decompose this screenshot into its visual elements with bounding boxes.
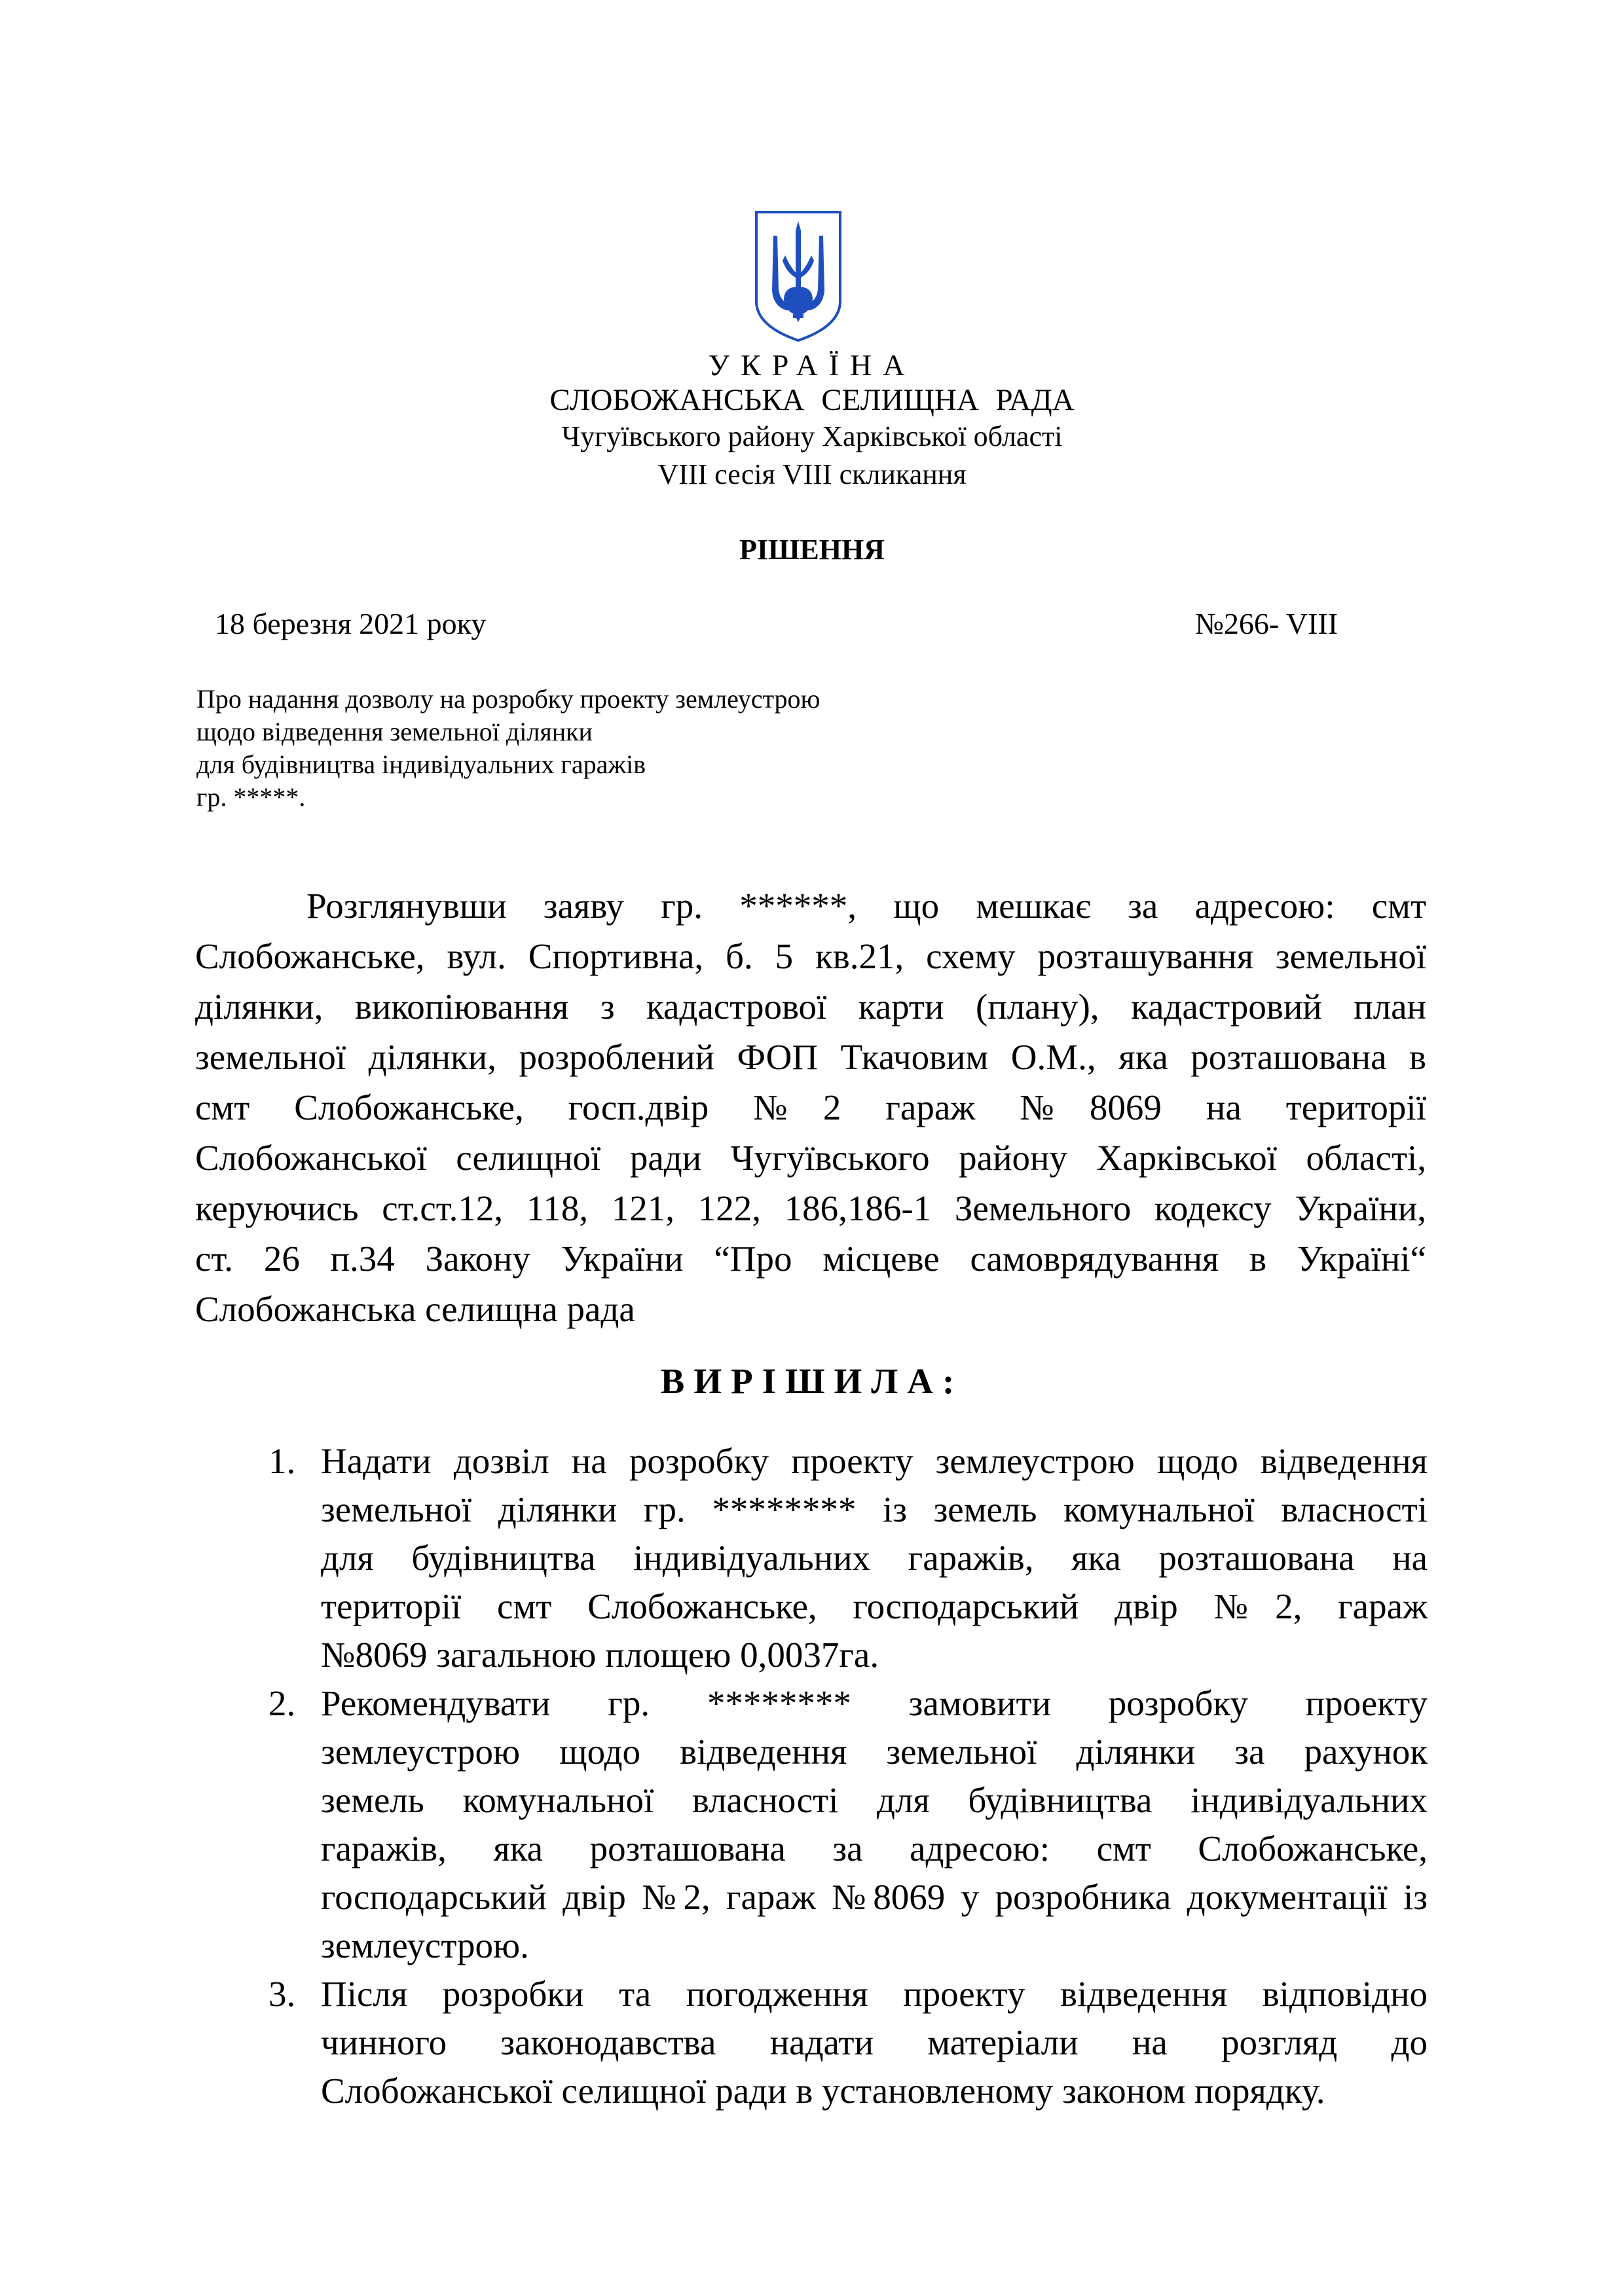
item-line: Надати дозвіл на розробку проекту землеустрою щодо відведення [321, 1441, 1428, 1481]
session-name: VIII сесія VIII скликання [657, 458, 967, 490]
item-line: території смт Слобожанське, господарський двір №2, гараж [321, 1586, 1428, 1626]
item-line: землеустрою. [321, 1925, 529, 1965]
item-number: 1. [268, 1441, 296, 1481]
item-line: земельної ділянки гр. ******** із земель комунальної власності [321, 1489, 1428, 1529]
item-line: чинного законодавства надати матеріали на розгляд до [321, 2022, 1428, 2062]
preamble-line: смт Слобожанське, госп.двір №2 гараж №8069 на території [195, 1087, 1426, 1127]
item-line: господарський двір №2, гараж №8069 у розробника документації із [321, 1877, 1428, 1917]
subject-line: гр. *****. [196, 782, 306, 812]
item-line: №8069 загальною площею 0,0037га. [321, 1635, 879, 1675]
document-title: РІШЕННЯ [739, 534, 885, 566]
decision-subject [196, 683, 820, 814]
subject-line: для будівництва індивідуальних гаражів [196, 750, 646, 779]
item-line: Після розробки та погодження проекту відведення відповідно [321, 1974, 1428, 2014]
resolution-items [268, 1437, 1428, 2115]
resolution-item [268, 1970, 1428, 2115]
decision-number: №266- VIII [1195, 607, 1338, 640]
item-line: гаражів, яка розташована за адресою: смт Слобожанське, [321, 1829, 1428, 1868]
preamble-line: Слобожанське, вул. Спортивна, б. 5 кв.21, схему розташування земельної [195, 936, 1426, 976]
preamble-line: ст. 26 п.34 Закону України “Про місцеве самоврядування в Україні“ [195, 1239, 1426, 1279]
preamble-line: Слобожанська селищна рада [195, 1289, 635, 1329]
resolution-item [268, 1679, 1428, 1970]
preamble-line: земельної ділянки, розроблений ФОП Ткачовим О.М., яка розташована в [195, 1037, 1426, 1077]
preamble-paragraph [195, 881, 1426, 1334]
resolved-heading: ВИРІШИЛА: [660, 1361, 964, 1401]
item-line: земель комунальної власності для будівництва індивідуальних [321, 1780, 1428, 1820]
item-line: для будівництва індивідуальних гаражів, яка розташована на [321, 1538, 1428, 1578]
item-line: Слобожанської селищної ради в установленому законом порядку. [321, 2071, 1325, 2111]
item-number: 2. [268, 1683, 296, 1723]
preamble-line: Розглянувши заяву гр. ******, що мешкає за адресою: смт [306, 886, 1426, 926]
preamble-line: ділянки, викопіювання з кадастрової карти (плану), кадастровий план [195, 987, 1426, 1027]
item-line: Рекомендувати гр. ******** замовити розробку проекту [321, 1683, 1428, 1723]
council-name: СЛОБОЖАНСЬКА СЕЛИЩНА РАДА [549, 383, 1075, 417]
district-name: Чугуївського району Харківської області [561, 420, 1063, 452]
preamble-line: Слобожанської селищної ради Чугуївського району Харківської області, [195, 1138, 1426, 1178]
item-number: 3. [268, 1974, 296, 2014]
subject-line: щодо відведення земельної ділянки [196, 717, 593, 746]
subject-line: Про надання дозволу на розробку проекту землеустрою [196, 684, 821, 714]
ukraine-coat-of-arms-icon [754, 210, 843, 343]
country-name: УКРАЇНА [708, 348, 916, 382]
resolution-item [268, 1437, 1428, 1679]
item-line: землеустрою щодо відведення земельної ділянки за рахунок [321, 1732, 1428, 1772]
preamble-line: керуючись ст.ст.12, 118, 121, 122, 186,186-1 Земельного кодексу України, [195, 1188, 1426, 1228]
decision-date: 18 березня 2021 року [215, 607, 487, 640]
